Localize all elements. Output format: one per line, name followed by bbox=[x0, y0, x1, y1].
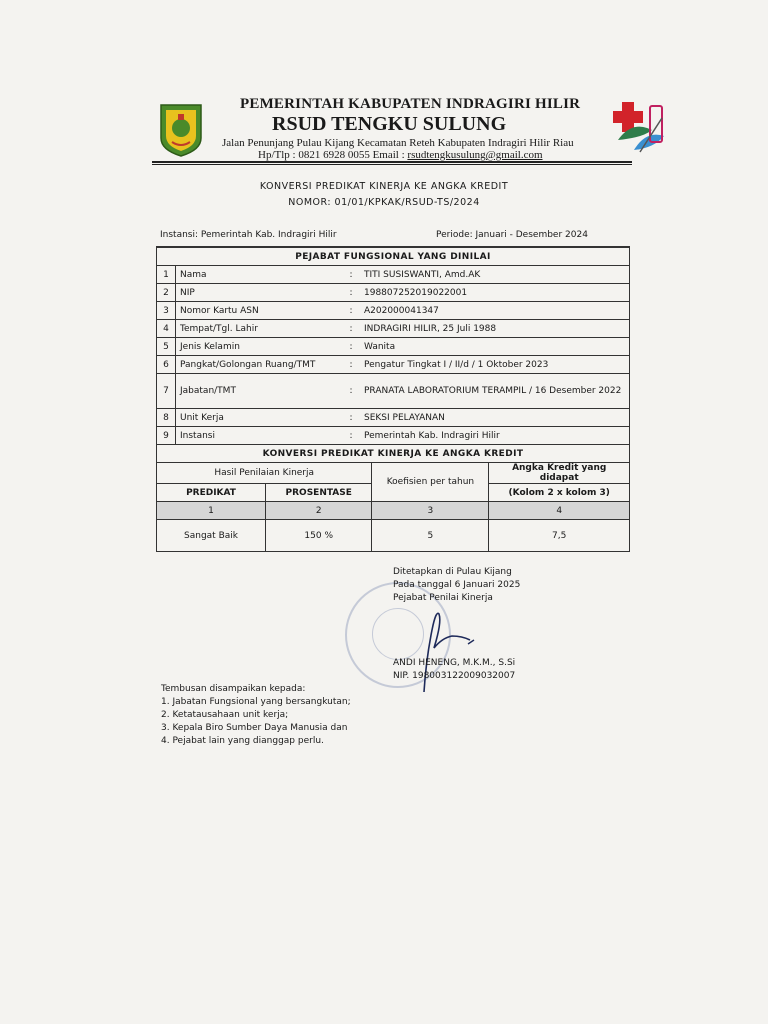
pejabat-table-header: PEJABAT FUNGSIONAL YANG DINILAI bbox=[157, 247, 630, 266]
pejabat-row bbox=[157, 302, 630, 320]
predikat-header: PREDIKAT bbox=[157, 484, 266, 502]
contact-email: rsudtengkusulung@gmail.com bbox=[407, 149, 543, 161]
signature-role: Pejabat Penilai Kinerja bbox=[393, 593, 493, 603]
row-label: Pangkat/Golongan Ruang/TMT bbox=[176, 356, 343, 374]
row-label: Jabatan/TMT bbox=[176, 374, 343, 409]
hasil-penilaian-header: Hasil Penilaian Kinerja bbox=[157, 463, 372, 484]
signature-date: Pada tanggal 6 Januari 2025 bbox=[393, 580, 521, 590]
tembusan-item: 1. Jabatan Fungsional yang bersangkutan; bbox=[161, 697, 351, 707]
row-value: 198807252019022001 bbox=[360, 284, 630, 302]
instansi-label: Instansi: Pemerintah Kab. Indragiri Hilir bbox=[160, 230, 337, 240]
row-label: Tempat/Tgl. Lahir bbox=[176, 320, 343, 338]
pejabat-row bbox=[157, 409, 630, 427]
document-title: KONVERSI PREDIKAT KINERJA KE ANGKA KREDIT bbox=[259, 181, 509, 192]
row-value: INDRAGIRI HILIR, 25 Juli 1988 bbox=[360, 320, 630, 338]
row-value: Wanita bbox=[360, 338, 630, 356]
konversi-table bbox=[156, 444, 630, 552]
pejabat-row bbox=[157, 266, 630, 284]
row-colon: : bbox=[342, 409, 360, 427]
row-colon: : bbox=[342, 320, 360, 338]
row-number: 2 bbox=[157, 284, 176, 302]
col-number-4: 4 bbox=[489, 502, 630, 520]
letterhead-address: Jalan Penunjang Pulau Kijang Kecamatan Reteh Kabupaten Indragiri Hilir Riau bbox=[222, 137, 574, 149]
row-colon: : bbox=[342, 427, 360, 445]
row-number: 8 bbox=[157, 409, 176, 427]
pejabat-row bbox=[157, 338, 630, 356]
row-value: TITI SUSISWANTI, Amd.AK bbox=[360, 266, 630, 284]
document-number: NOMOR: 01/01/KPKAK/RSUD-TS/2024 bbox=[288, 197, 480, 208]
row-number: 7 bbox=[157, 374, 176, 409]
row-value: Pemerintah Kab. Indragiri Hilir bbox=[360, 427, 630, 445]
tembusan-item: 4. Pejabat lain yang dianggap perlu. bbox=[161, 736, 324, 746]
pejabat-row bbox=[157, 374, 630, 409]
letterhead-rule-thin bbox=[152, 164, 632, 165]
row-number: 9 bbox=[157, 427, 176, 445]
row-value: Pengatur Tingkat I / II/d / 1 Oktober 2023 bbox=[360, 356, 630, 374]
prosentase-value: 150 % bbox=[266, 520, 372, 552]
predikat-value: Sangat Baik bbox=[157, 520, 266, 552]
konversi-table-header: KONVERSI PREDIKAT KINERJA KE ANGKA KREDIT bbox=[157, 445, 630, 463]
row-number: 1 bbox=[157, 266, 176, 284]
formula-header: (Kolom 2 x kolom 3) bbox=[489, 484, 630, 502]
row-colon: : bbox=[342, 284, 360, 302]
row-number: 4 bbox=[157, 320, 176, 338]
signature-place: Ditetapkan di Pulau Kijang bbox=[393, 567, 512, 577]
pejabat-row bbox=[157, 427, 630, 445]
row-colon: : bbox=[342, 338, 360, 356]
signer-name: ANDI HENENG, M.K.M., S.Si bbox=[393, 658, 516, 668]
signer-nip: NIP. 198003122009032007 bbox=[393, 671, 516, 681]
tembusan-item: 2. Ketatausahaan unit kerja; bbox=[161, 710, 289, 720]
row-value: PRANATA LABORATORIUM TERAMPIL / 16 Desember 2022 bbox=[360, 374, 630, 409]
row-label: Unit Kerja bbox=[176, 409, 343, 427]
row-colon: : bbox=[342, 302, 360, 320]
row-label: Nama bbox=[176, 266, 343, 284]
prosentase-header: PROSENTASE bbox=[266, 484, 372, 502]
row-colon: : bbox=[342, 266, 360, 284]
letterhead-contact bbox=[258, 149, 543, 161]
row-colon: : bbox=[342, 374, 360, 409]
row-label: Instansi bbox=[176, 427, 343, 445]
col-number-1: 1 bbox=[157, 502, 266, 520]
row-number: 5 bbox=[157, 338, 176, 356]
pejabat-row bbox=[157, 320, 630, 338]
letterhead-government: PEMERINTAH KABUPATEN INDRAGIRI HILIR bbox=[240, 96, 581, 112]
koefisien-header: Koefisien per tahun bbox=[372, 463, 489, 502]
row-number: 3 bbox=[157, 302, 176, 320]
angka-kredit-value: 7,5 bbox=[489, 520, 630, 552]
hospital-logo-icon bbox=[612, 100, 668, 156]
row-number: 6 bbox=[157, 356, 176, 374]
row-colon: : bbox=[342, 356, 360, 374]
row-value: SEKSI PELAYANAN bbox=[360, 409, 630, 427]
contact-phone: Hp/Tlp : 0821 6928 0055 Email : bbox=[258, 149, 405, 161]
row-label: Nomor Kartu ASN bbox=[176, 302, 343, 320]
angka-kredit-header: Angka Kredit yang didapat bbox=[489, 463, 630, 484]
col-number-3: 3 bbox=[372, 502, 489, 520]
col-number-2: 2 bbox=[266, 502, 372, 520]
pejabat-row bbox=[157, 284, 630, 302]
row-label: Jenis Kelamin bbox=[176, 338, 343, 356]
pejabat-table bbox=[156, 246, 630, 445]
tembusan-item: 3. Kepala Biro Sumber Daya Manusia dan bbox=[161, 723, 348, 733]
periode-label: Periode: Januari - Desember 2024 bbox=[436, 230, 588, 240]
pejabat-row bbox=[157, 356, 630, 374]
regency-logo-icon bbox=[158, 102, 204, 158]
row-value: A202000041347 bbox=[360, 302, 630, 320]
row-label: NIP bbox=[176, 284, 343, 302]
letterhead-rule bbox=[152, 161, 632, 163]
tembusan-title: Tembusan disampaikan kepada: bbox=[161, 684, 306, 694]
letterhead-hospital-name: RSUD TENGKU SULUNG bbox=[272, 113, 507, 135]
koefisien-value: 5 bbox=[372, 520, 489, 552]
